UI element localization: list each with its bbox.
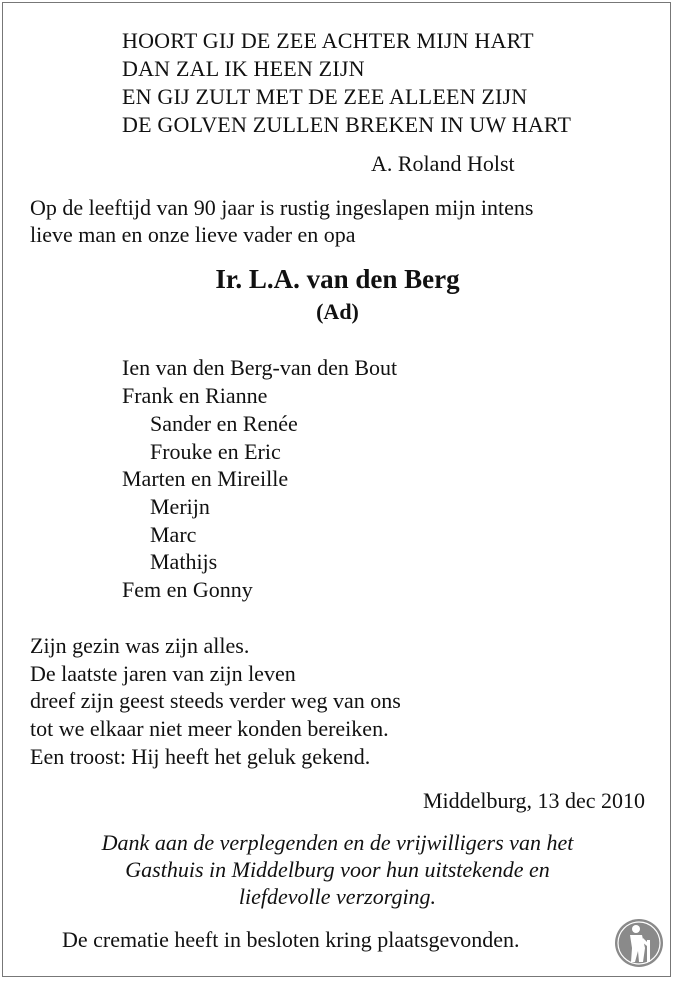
closing-line: De laatste jaren van zijn leven [30,661,296,686]
poem-line: HOORT GIJ DE ZEE ACHTER MIJN HART [122,28,534,53]
closing-line: Zijn gezin was zijn alles. [30,633,250,658]
family-member: Sander en Renée [150,411,298,436]
thanks-line: Gasthuis in Middelburg voor hun uitstekende en [125,857,550,882]
family-member: Frank en Rianne [122,383,268,408]
poem-line: EN GIJ ZULT MET DE ZEE ALLEEN ZIJN [122,84,528,109]
family-member: Marc [150,522,197,547]
family-member: Fem en Gonny [122,577,253,602]
cremation-notice: De crematie heeft in besloten kring plaatsgevonden. [62,927,520,952]
closing-line: Een troost: Hij heeft het geluk gekend. [30,744,371,769]
deceased-nickname: (Ad) [316,299,359,324]
family-member: Ien van den Berg-van den Bout [122,355,398,380]
intro-line: Op de leeftijd van 90 jaar is rustig ingeslapen mijn intens [30,195,534,220]
family-member: Marten en Mireille [122,466,289,491]
family-member: Merijn [150,494,210,519]
poem-line: DAN ZAL IK HEEN ZIJN [122,56,365,81]
closing-line: tot we elkaar niet meer konden bereiken. [30,716,389,741]
deceased-name: Ir. L.A. van den Berg [215,264,460,294]
poem-line: DE GOLVEN ZULLEN BREKEN IN UW HART [122,112,572,137]
closing-line: dreef zijn geest steeds verder weg van ons [30,688,401,713]
thanks-line: liefdevolle verzorging. [238,884,437,909]
thanks-line: Dank aan de verplegenden en de vrijwilligers van het [101,830,574,855]
family-member: Mathijs [150,549,218,574]
hospice-figure-icon [614,918,664,968]
poem-author: A. Roland Holst [371,151,515,176]
family-member: Frouke en Eric [150,439,281,464]
intro-line: lieve man en onze lieve vader en opa [30,222,356,247]
place-date: Middelburg, 13 dec 2010 [422,788,645,813]
